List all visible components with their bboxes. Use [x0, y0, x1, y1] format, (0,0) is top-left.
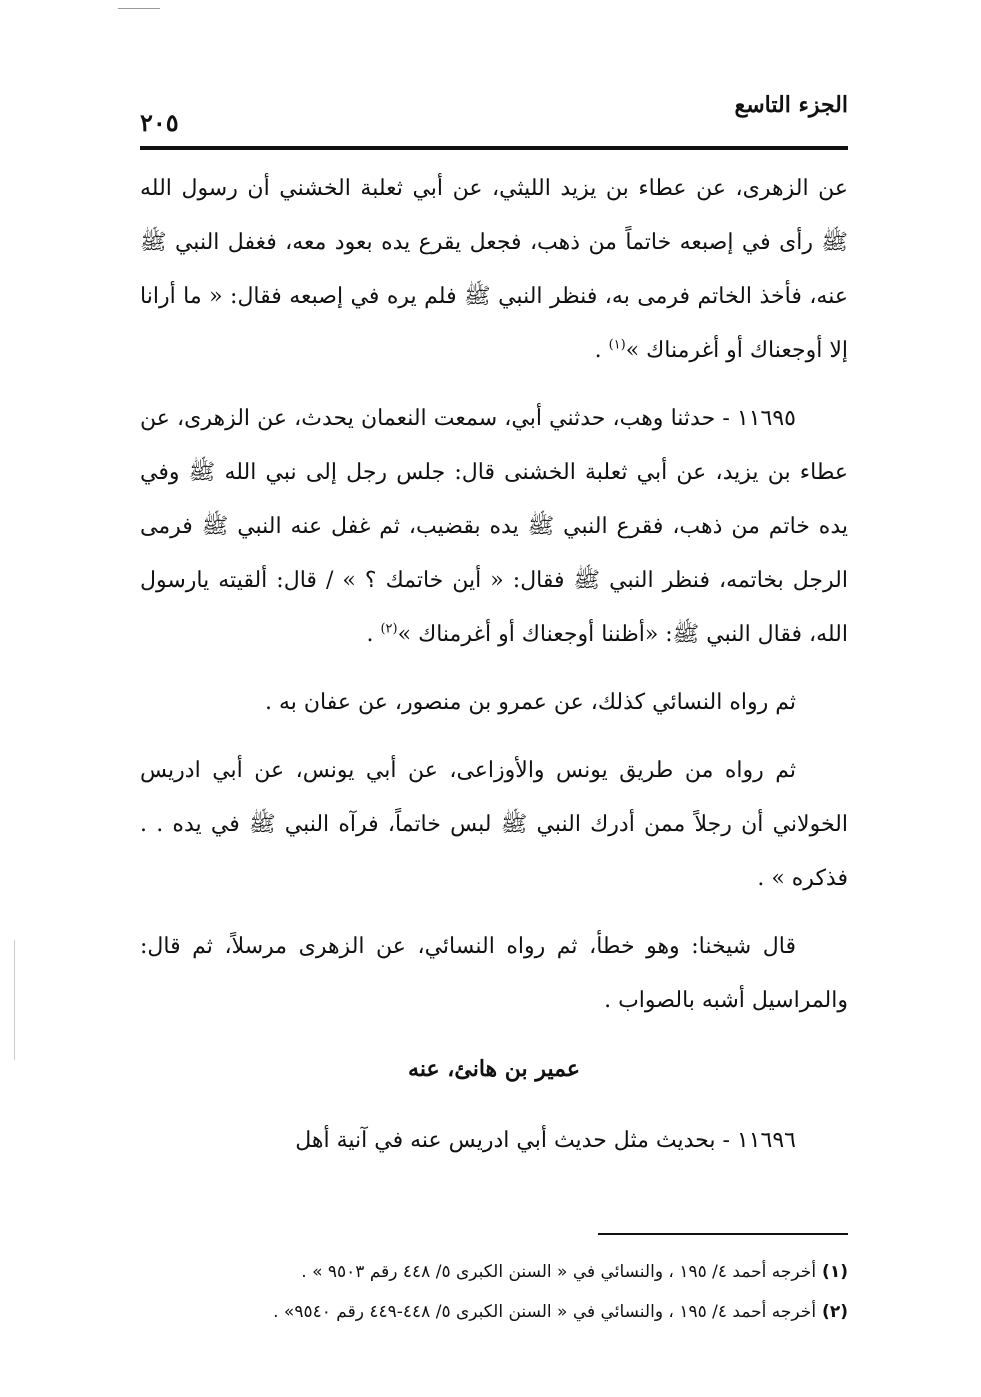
footnote-number: (٢)	[822, 1302, 848, 1322]
footnote-text: أخرجه أحمد ٤/ ١٩٥ ، والنسائي في « السنن الكبرى ٥/ ٤٤٨-٤٤٩ رقم ٩٥٤٠» .	[273, 1302, 817, 1322]
paragraph: ١١٦٩٦ - بحديث مثل حديث أبي ادريس عنه في آنية أهل	[295, 1128, 796, 1153]
section-heading: عمير بن هانئ، عنه	[408, 1056, 580, 1082]
footnote-number: (١)	[822, 1262, 848, 1282]
footnote-text: أخرجه أحمد ٤/ ١٩٥ ، والنسائي في « السنن الكبرى ٥/ ٤٤٨ رقم ٩٥٠٣ » .	[301, 1262, 817, 1282]
paragraph: عن الزهرى، عن عطاء بن يزيد الليثي، عن أبي ثعلبة الخشني أن رسول الله ﷺ رأى في إصبعه خاتماً من ذهب، فجعل يقرع يده بعود معه، فغفل النبي ﷺ عنه، فأخذ الخاتم فرمى به، فنظر النبي ﷺ فلم يره في إصبعه فقال: « ما أرانا إلا أوجعناك أو أغرمناك »$^{(١)}$ .	[140, 176, 848, 363]
footnote	[140, 1252, 848, 1292]
footnote-ref: (١)	[608, 337, 626, 353]
paragraph: ثم رواه النسائي كذلك، عن عمرو بن منصور، عن عفان به .	[264, 690, 796, 715]
paragraph: قال شيخنا: وهو خطأ، ثم رواه النسائي، عن الزهرى مرسلاً، ثم قال: والمراسيل أشبه بالصواب .	[140, 934, 848, 1013]
footnote	[140, 1292, 848, 1332]
running-title: الجزء التاسع	[734, 92, 848, 118]
page-header	[140, 92, 848, 148]
scan-mark	[118, 8, 160, 9]
footnotes	[140, 1252, 848, 1332]
paragraph: ١١٦٩٥ - حدثنا وهب، حدثني أبي، سمعت النعمان يحدث، عن الزهرى، عن عطاء بن يزيد، عن أبي ثعلبة الخشنى قال: جلس رجل إلى نبي الله ﷺ وفي يده خاتم من ذهب، فقرع النبي ﷺ يده بقضيب، ثم غفل عنه النبي ﷺ فرمى الرجل بخاتمه، فنظر النبي ﷺ فقال: « أين خاتمك ؟ » / قال: ألقيته يارسول الله، فقال النبي ﷺ: «أظننا أوجعناك أو أغرمناك »$^{(٢)}$ .	[140, 406, 848, 647]
footnote-divider	[598, 1233, 848, 1235]
footnote-ref: (٢)	[380, 621, 398, 637]
main-text	[140, 162, 848, 1182]
paragraph: ثم رواه من طريق يونس والأوزاعى، عن أبي يونس، عن أبي ادريس الخولاني أن رجلاً ممن أدرك النبي ﷺ لبس خاتماً، فرآه النبي ﷺ في يده . . فذكره » .	[140, 758, 848, 891]
page-number: ٢٠٥	[140, 108, 179, 137]
header-divider	[140, 146, 848, 150]
scan-artifact-line	[14, 940, 15, 1060]
